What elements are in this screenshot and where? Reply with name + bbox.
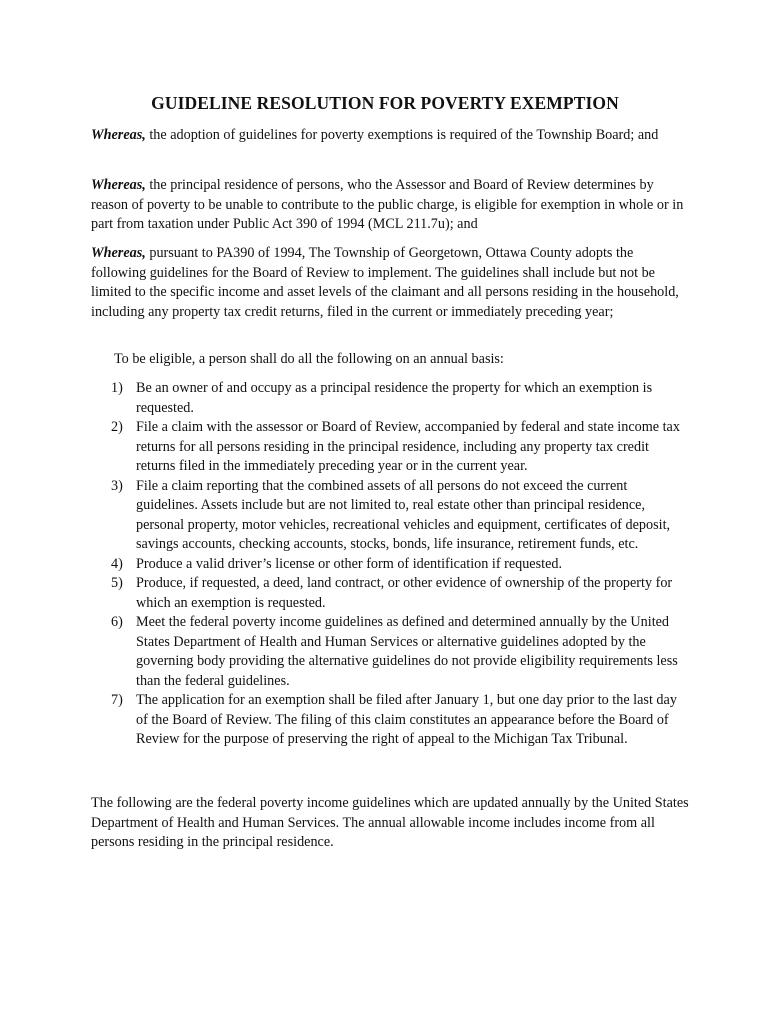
requirement-number: 3) [111,477,123,494]
requirement-item [111,418,691,477]
requirement-text: The application for an exemption shall be filed after January 1, but one day prior to the last day of the Board of Review. The filing of this claim constitutes an appearance before the Board of Review for the purpose of preserving the right of appeal to the Michigan Tax Tribunal. [136,692,677,747]
requirement-text: File a claim with the assessor or Board of Review, accompanied by federal and state income tax returns for all persons residing in the principal residence, including any property tax credit returns filed in the immediately preceding year or in the current year. [136,419,680,474]
requirement-number: 1) [111,380,123,396]
whereas-text: the principal residence of persons, who the Assessor and Board of Review determines by reason of poverty to be unable to contribute to the public charge, is eligible for exemption in whole or in part from taxation under Public Act 390 of 1994 (MCL 211.7u); and [91,177,684,232]
whereas-paragraph-2 [91,176,691,235]
requirement-text: Produce, if requested, a deed, land contract, or other evidence of ownership of the property for which an exemption is requested. [136,575,673,611]
requirement-item [111,379,691,418]
requirement-number: 6) [111,614,123,630]
whereas-text: pursuant to PA390 of 1994, The Township of Georgetown, Ottawa County adopts the following guidelines for the Board of Review to implement. The guidelines shall include but not be limited to the specific income and asset levels of the claimant and all persons residing in the household, including any property tax credit returns, filed in the current or immediately preceding year; [91,245,679,320]
closing-paragraph: The following are the federal poverty income guidelines which are updated annually by the United States Department of Health and Human Services. The annual allowable income includes income from all persons residing in the principal residence. [91,795,689,850]
requirement-item [111,691,691,750]
requirement-number: 5) [111,575,123,591]
requirement-text: Produce a valid driver’s license or other form of identification if requested. [136,555,563,572]
whereas-lead: Whereas, [91,177,146,193]
requirement-item [111,574,691,613]
requirement-item [111,477,691,555]
whereas-lead: Whereas, [91,245,146,261]
whereas-text: the adoption of guidelines for poverty exemptions is required of the Township Board; and [145,127,659,143]
document-title: GUIDELINE RESOLUTION FOR POVERTY EXEMPTION [151,93,619,113]
requirement-text: File a claim reporting that the combined assets of all persons do not exceed the current guidelines. Assets include but are not limited to, real estate other than principal residence, personal property, motor vehicles, recreational vehicles and equipment, certificates of deposit, savings accounts, checking accounts, stocks, bonds, life insurance, retirement funds, etc. [136,477,671,552]
whereas-paragraph-3 [91,244,691,322]
requirement-item [111,613,691,691]
requirement-number: 2) [111,419,123,435]
requirement-number: 7) [111,692,123,708]
whereas-paragraph-1 [91,126,691,146]
requirement-item [111,555,691,575]
requirement-text: Meet the federal poverty income guidelines as defined and determined annually by the United States Department of Health and Human Services or alternative guidelines adopted by the governing body providing the alternative guidelines do not provide eligibility requirements less than the federal guidelines. [136,614,678,689]
requirement-text: Be an owner of and occupy as a principal residence the property for which an exemption is requested. [136,380,653,416]
eligibility-intro: To be eligible, a person shall do all the following on an annual basis: [114,351,504,367]
requirement-number: 4) [111,555,123,572]
whereas-lead: Whereas, [91,127,146,143]
requirements-list [111,379,691,750]
